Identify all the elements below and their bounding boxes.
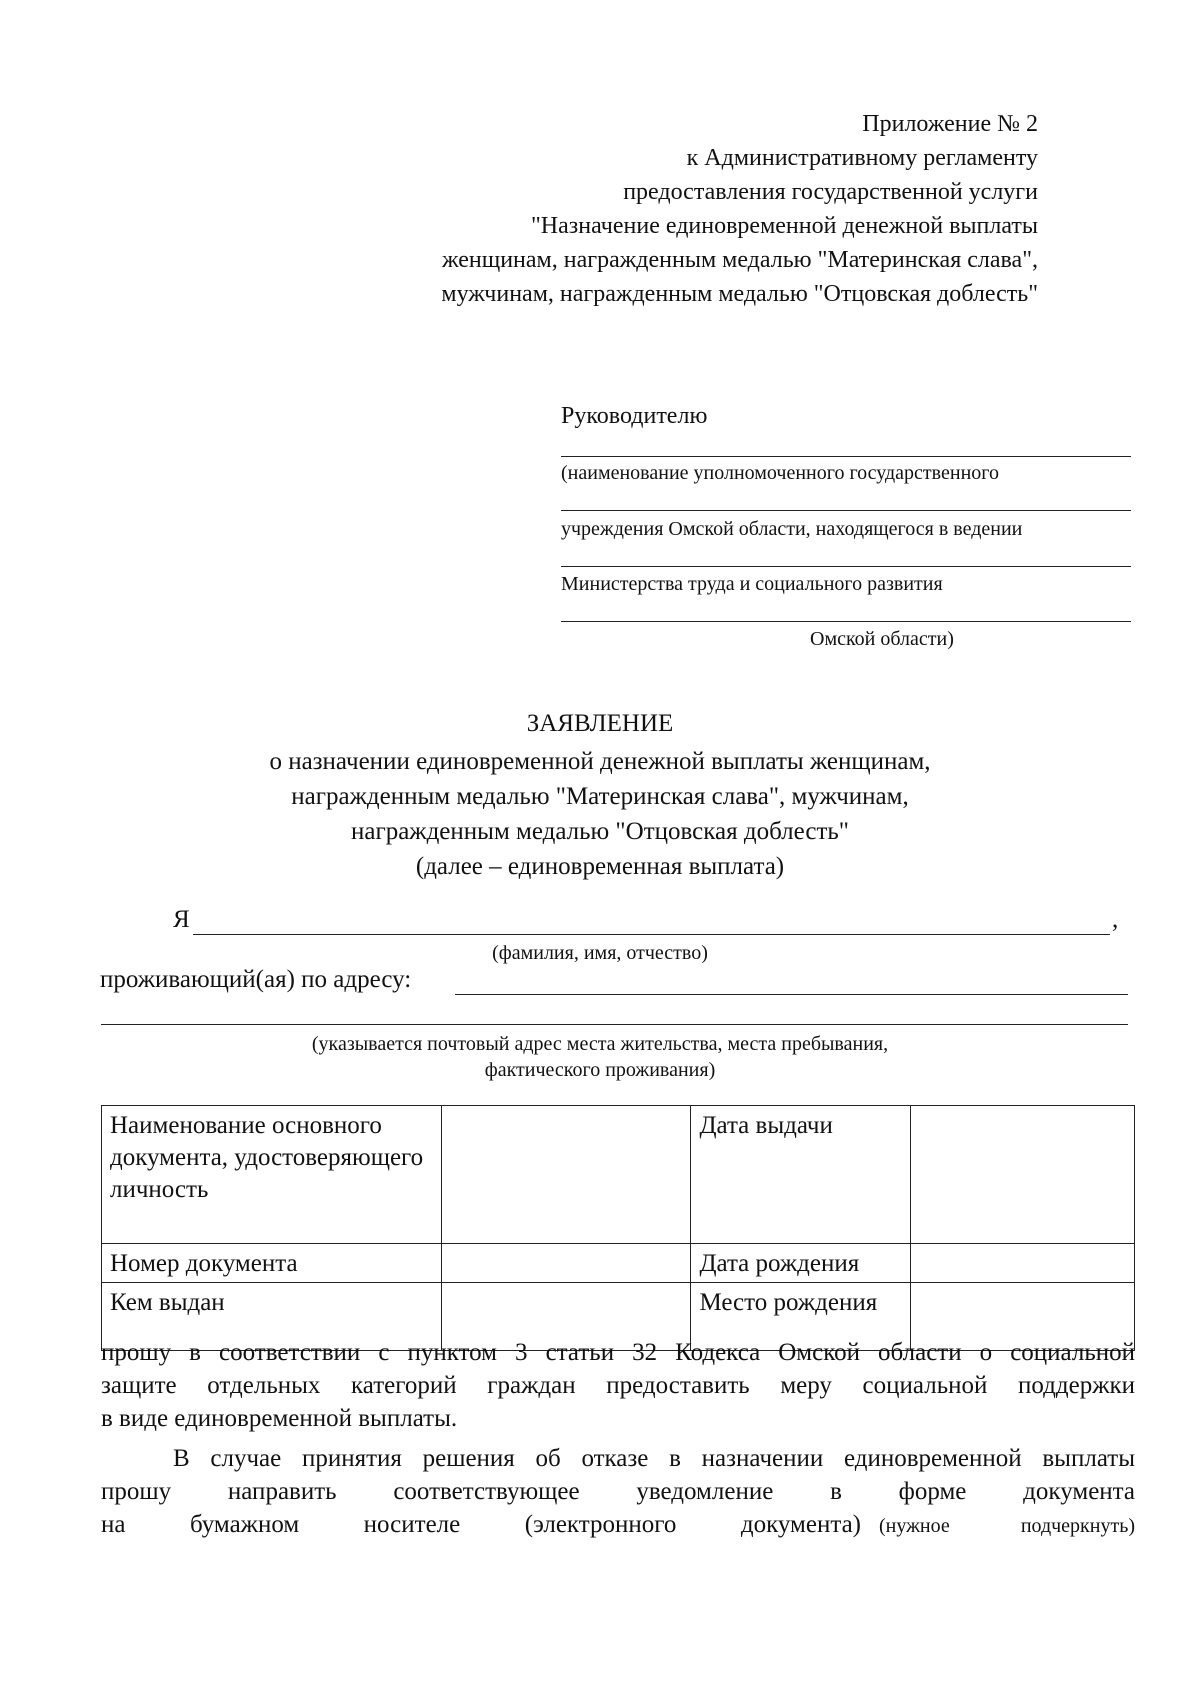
- addressee-input-line-3[interactable]: [561, 566, 1131, 567]
- addressee-input-line-4[interactable]: [561, 621, 1131, 622]
- addressee-input-line-1[interactable]: [561, 456, 1131, 457]
- paragraph-line: защите отдельных категорий граждан предоставить меру социальной поддержки: [101, 1372, 1135, 1399]
- subtitle-line: о назначении единовременной денежной выплаты женщинам,: [269, 748, 931, 775]
- addressee-input-line-2[interactable]: [561, 510, 1131, 511]
- paragraph-line: [101, 1508, 1135, 1543]
- addressee-caption: Омской области): [810, 628, 954, 650]
- identity-document-table: [101, 1105, 1135, 1351]
- address-input-line-2[interactable]: [101, 1024, 1128, 1025]
- paragraph-line: прошу направить соответствующее уведомление в форме документа: [101, 1478, 1135, 1505]
- addressee-title: Руководителю: [561, 403, 708, 429]
- birth-date-field[interactable]: [911, 1244, 1135, 1283]
- table-label-cell: Дата выдачи: [691, 1106, 911, 1244]
- appendix-header: [441, 107, 1038, 311]
- appendix-line: женщинам, награжденным медалью "Материнская слава",: [441, 247, 1038, 273]
- paragraph-line: В случае принятия решения об отказе в назначении единовременной выплаты: [173, 1445, 1135, 1472]
- applicant-name-line[interactable]: [193, 934, 1110, 935]
- subtitle-line: (далее – единовременная выплата): [415, 853, 785, 880]
- document-number-field[interactable]: [441, 1244, 691, 1283]
- appendix-line: Приложение № 2: [862, 111, 1038, 137]
- subtitle-line: награжденным медалью "Отцовская доблесть": [350, 818, 850, 845]
- address-caption: (указывается почтовый адрес места жительства, места пребывания,: [311, 1033, 889, 1055]
- appendix-line: к Административному регламенту: [686, 145, 1038, 171]
- paragraph-line: прошу в соответствии с пунктом 3 статьи 32 Кодекса Омской области о социальной: [101, 1339, 1135, 1366]
- issue-date-field[interactable]: [911, 1106, 1135, 1244]
- refusal-paragraph: [101, 1442, 1135, 1543]
- table-label-cell: Кем выдан: [102, 1283, 442, 1351]
- name-caption: (фамилия, имя, отчество): [492, 942, 708, 964]
- delivery-options-text[interactable]: на бумажном носителе (электронного документа): [101, 1511, 861, 1538]
- statement-title: ЗАЯВЛЕНИЕ: [526, 710, 674, 737]
- underline-note: (нужное подчеркнуть): [879, 1515, 1135, 1537]
- document-name-field[interactable]: [441, 1106, 691, 1244]
- addressee-caption: Министерства труда и социального развития: [561, 573, 943, 595]
- table-row: [102, 1244, 1135, 1283]
- table-row: [102, 1106, 1135, 1244]
- appendix-line: мужчинам, награжденным медалью "Отцовская доблесть": [441, 281, 1038, 307]
- table-label-cell: Дата рождения: [691, 1244, 911, 1283]
- applicant-ya-label: Я: [173, 906, 190, 933]
- subtitle-line: награжденным медалью "Материнская слава", мужчинам,: [291, 783, 909, 810]
- address-input-line-1[interactable]: [455, 994, 1128, 995]
- request-paragraph: [101, 1336, 1135, 1435]
- applicant-comma: ,: [1112, 906, 1119, 933]
- address-label: проживающий(ая) по адресу:: [100, 966, 412, 993]
- addressee-caption: учреждения Омской области, находящегося в ведении: [561, 518, 1023, 540]
- table-label-cell: Место рождения: [691, 1283, 911, 1351]
- table-label-cell: Наименование основного документа, удостоверяющего личность: [102, 1106, 442, 1244]
- appendix-line: предоставления государственной услуги: [623, 179, 1038, 205]
- appendix-line: "Назначение единовременной денежной выплаты: [531, 213, 1038, 239]
- paragraph-line: в виде единовременной выплаты.: [101, 1405, 458, 1432]
- address-caption: фактического проживания): [484, 1059, 716, 1081]
- addressee-caption: (наименование уполномоченного государственного: [561, 462, 999, 484]
- statement-subtitle: [0, 744, 1200, 884]
- table-label-cell: Номер документа: [102, 1244, 442, 1283]
